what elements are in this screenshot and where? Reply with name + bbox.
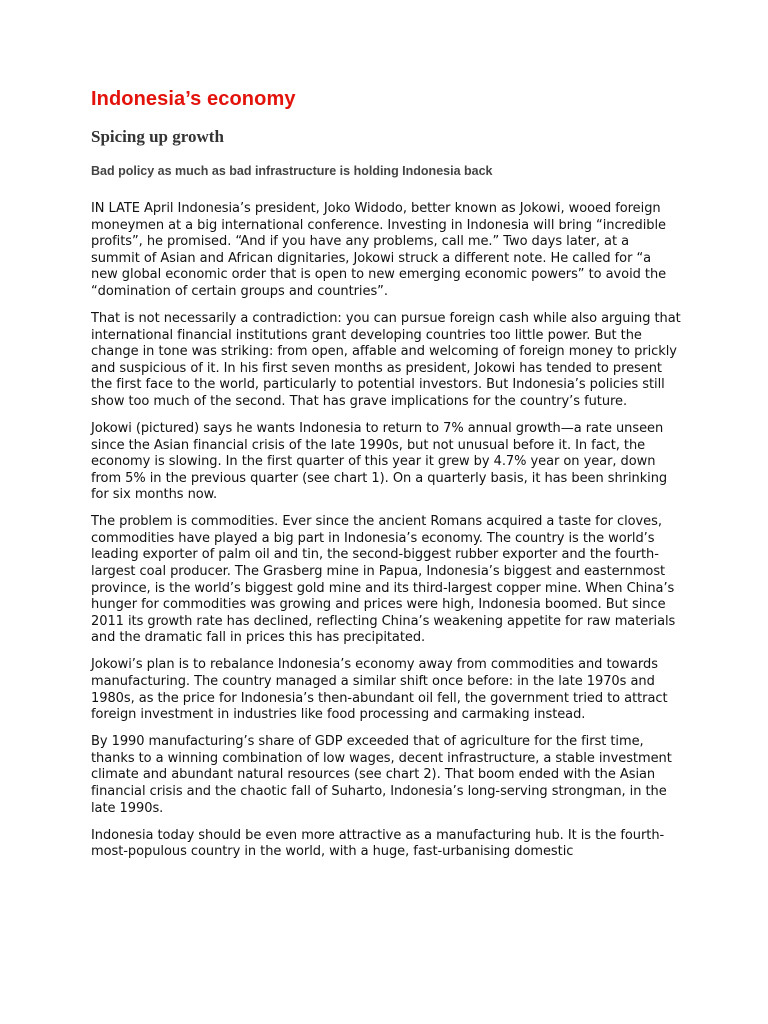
paragraph: Indonesia today should be even more attractive as a manufacturing hub. It is the fourth-most-populous country in the world, with a huge, fast-urbanising domestic (91, 827, 665, 860)
paragraph: IN LATE April Indonesia’s president, Joko Widodo, better known as Jokowi, wooed foreign moneymen at a big international conference. Investing in Indonesia will bring “incredible profits”, he promised. “And if you have any problems, call me.” Two days later, at a summit of Asian and African dignitaries, Jokowi struck a different note. He called for “a new global economic order that is open to new emerging economic powers” to avoid the “domination of certain groups and countries”. (91, 201, 667, 299)
article-subtitle: Spicing up growth (91, 127, 224, 146)
paragraph: The problem is commodities. Ever since the ancient Romans acquired a taste for cloves, commodities have played a big part in Indonesia’s economy. The country is the world’s leading exporter of palm oil and tin, the second-biggest rubber exporter and the fourth-largest coal producer. The Grasberg mine in Papua, Indonesia’s biggest and easternmost province, is the world’s biggest gold mine and its third-largest copper mine. When China’s hunger for commodities was growing and prices were high, Indonesia boomed. But since 2011 its growth rate has declined, reflecting China’s weakening appetite for raw materials and the dramatic fall in prices this has precipitated. (91, 514, 676, 646)
paragraph: Jokowi (pictured) says he wants Indonesia to return to 7% annual growth—a rate unseen since the Asian financial crisis of the late 1990s, but not unusual before it. In fact, the economy is slowing. In the first quarter of this year it grew by 4.7% year on year, down from 5% in the previous quarter (see chart 1). On a quarterly basis, it has been shrinking for six months now. (91, 420, 668, 503)
paragraph: Jokowi’s plan is to rebalance Indonesia’s economy away from commodities and towards manufacturing. The country managed a similar shift once before: in the late 1970s and 1980s, as the price for Indonesia’s then-abundant oil fell, the government tried to attract foreign investment in industries like food processing and carmaking instead. (91, 657, 668, 723)
article-rubric: Bad policy as much as bad infrastructure is holding Indonesia back (91, 164, 493, 178)
article (91, 86, 681, 871)
article-title: Indonesia’s economy (91, 88, 296, 110)
article-body (91, 201, 681, 861)
paragraph: By 1990 manufacturing’s share of GDP exceeded that of agriculture for the first time, thanks to a winning combination of low wages, decent infrastructure, a stable investment climate and abundant natural resources (see chart 2). That boom ended with the Asian financial crisis and the chaotic fall of Suharto, Indonesia’s long-serving strongman, in the late 1990s. (91, 734, 672, 816)
paragraph: That is not necessarily a contradiction: you can pursue foreign cash while also arguing that international financial institutions grant developing countries too little power. But the change in tone was striking: from open, affable and welcoming of foreign money to prickly and suspicious of it. In his first seven months as president, Jokowi has tended to present the first face to the world, particularly to potential investors. But Indonesia’s policies still show too much of the second. That has grave implications for the country’s future. (91, 310, 681, 409)
